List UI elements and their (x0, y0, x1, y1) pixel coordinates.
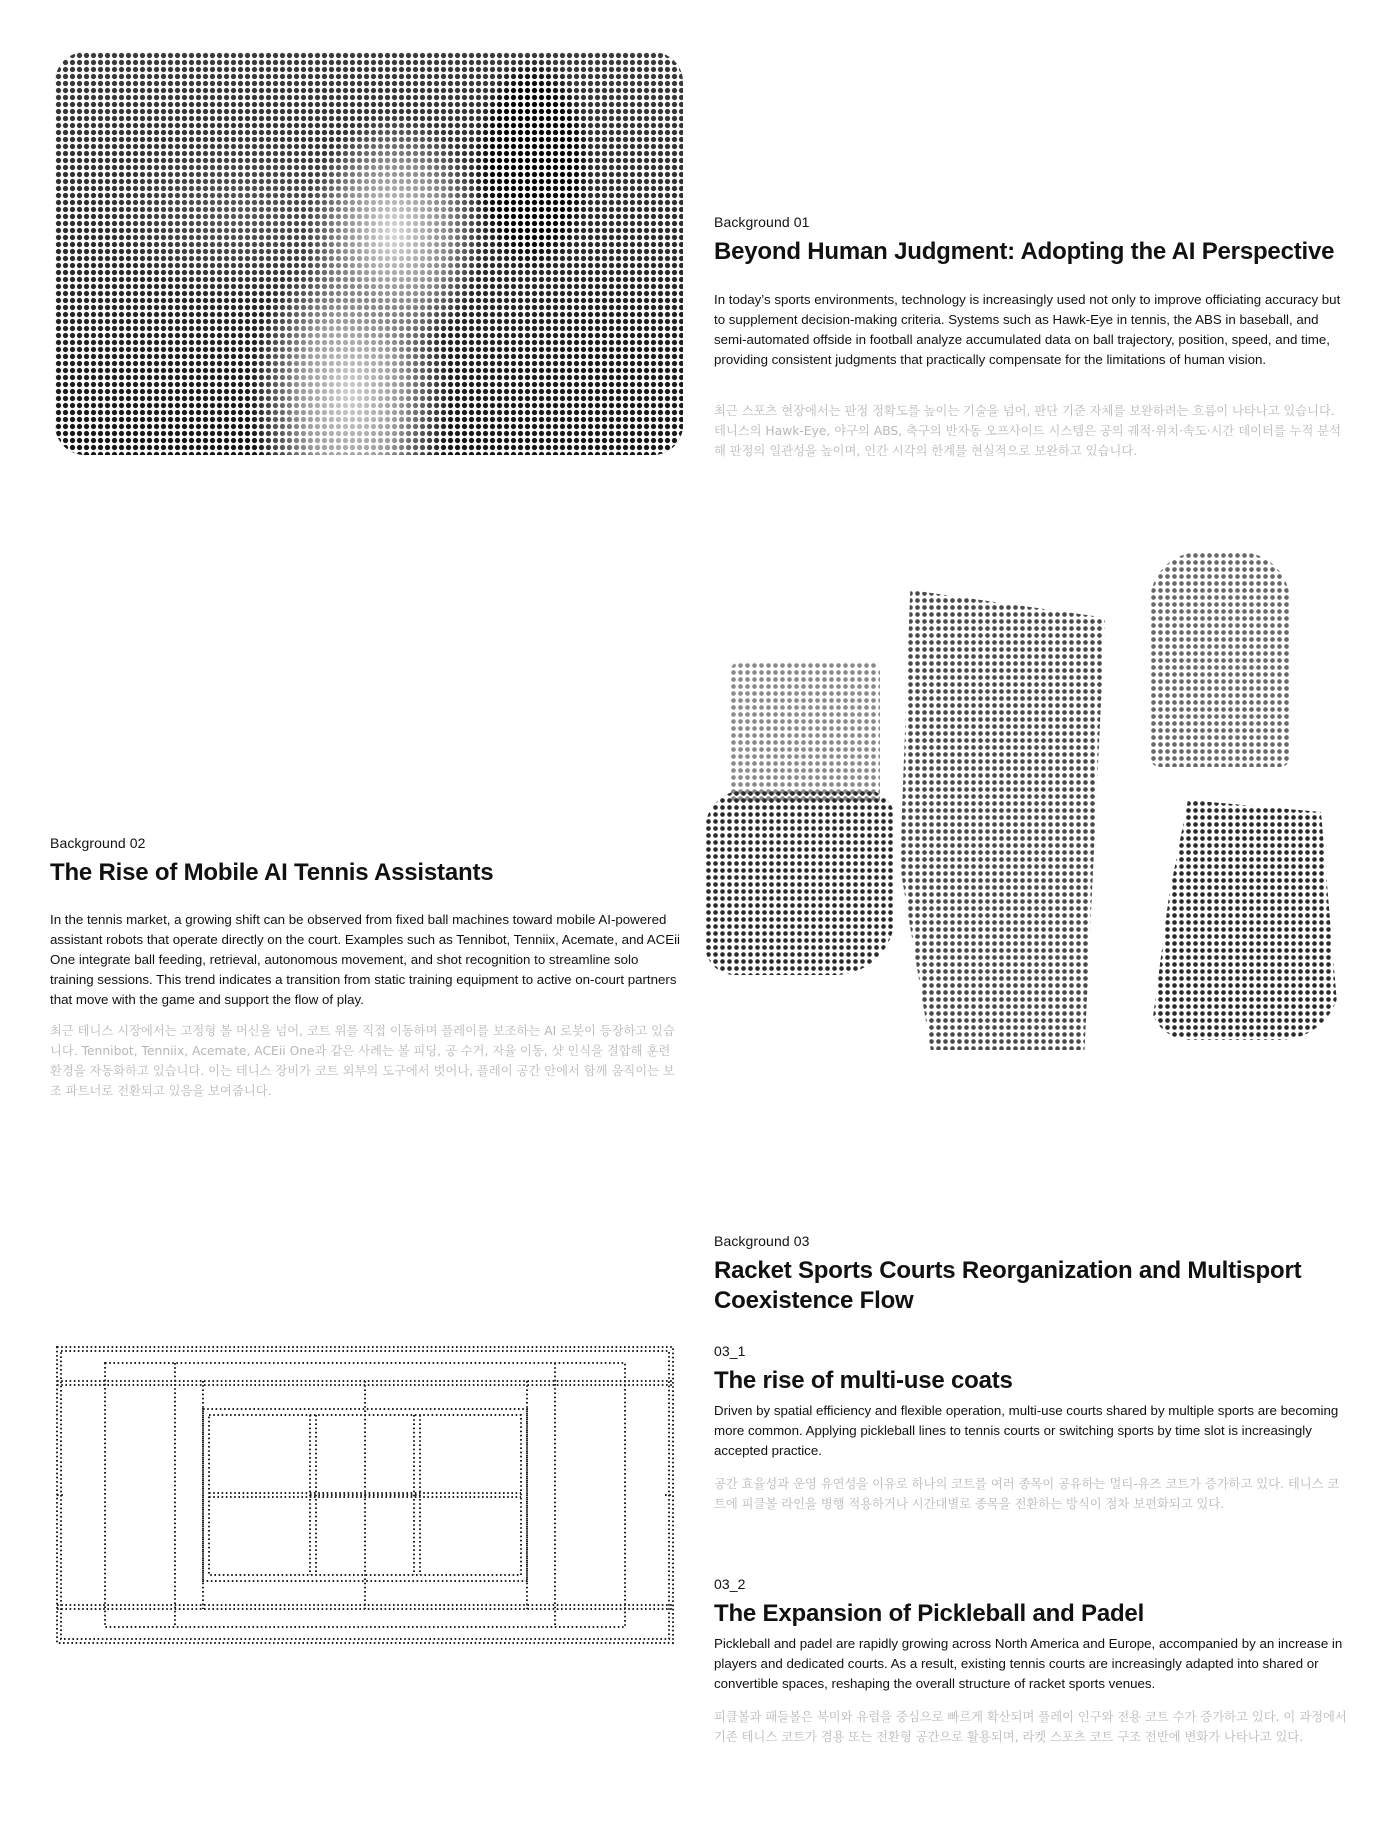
section3-label: Background 03 (714, 1233, 810, 1249)
halftone-photo (55, 52, 683, 455)
section1-body-ko: 최근 스포츠 현장에서는 판정 정확도를 높이는 기술을 넘어, 판단 기준 자체를 보완하려는 흐름이 나타나고 있습니다. 테니스의 Hawk-Eye, 야구의 ABS, 축구의 반자동 오프사이드 시스템은 공의 궤적·위치·속도·시간 데이터를 누적 분석해 판정의 일관성을 높이며, 인간 시각의 한계를 현실적으로 보완하고 있습니다. (714, 404, 1342, 458)
sub1-label: 03_1 (714, 1343, 746, 1359)
section3-title: Racket Sports Courts Reorganization and Multisport Coexistence Flow (714, 1257, 1302, 1314)
robot-3 (1150, 552, 1290, 767)
robot-1-body (705, 790, 895, 975)
sub2-label: 03_2 (714, 1576, 746, 1592)
sub2-title: The Expansion of Pickleball and Padel (714, 1600, 1145, 1627)
sub1-title: The rise of multi-use coats (714, 1367, 1013, 1394)
section2-label: Background 02 (50, 835, 146, 851)
section1-body-en: In today’s sports environments, technology is increasingly used not only to improve officiating accuracy but to supplement decision-making criteria. Systems such as Hawk-Eye in tennis, the ABS in baseball, and semi-automated offside in football analyze accumulated data on ball trajectory, position, speed, and time, providing consistent judgments that practically compensate for the limitations of human vision. (714, 292, 1341, 367)
robot-2 (900, 590, 1105, 1050)
section1-label: Background 01 (714, 214, 810, 230)
sub2-body-en: Pickleball and padel are rapidly growing across North America and Europe, accompanied by an increase in players and dedicated courts. As a result, existing tennis courts are increasingly adapted into shared or convertible spaces, reshaping the overall structure of racket sports venues. (714, 1636, 1343, 1691)
court-diagram (55, 1345, 675, 1645)
sub2-body-ko: 피클볼과 패들볼은 북미와 유럽을 중심으로 빠르게 확산되며 플레이 인구와 전용 코트 수가 증가하고 있다. 이 과정에서 기존 테니스 코트가 겸용 또는 전환형 공간으로 활용되며, 라켓 스포츠 코트 구조 전반에 변화가 나타나고 있다. (714, 1710, 1347, 1744)
sub1-body-en: Driven by spatial efficiency and flexible operation, multi-use courts shared by multiple sports are becoming more common. Applying pickleball lines to tennis courts or switching sports by time slot is increasingly accepted practice. (714, 1403, 1339, 1458)
section1-title: Beyond Human Judgment: Adopting the AI Perspective (714, 238, 1335, 265)
section2-body-ko: 최근 테니스 시장에서는 고정형 볼 머신을 넘어, 코트 위를 직접 이동하며 플레이를 보조하는 AI 로봇이 등장하고 있습니다. Tennibot, Tenniix, Acemate, ACEii One과 같은 사례는 볼 피딩, 공 수거, 자율 이동, 샷 인식을 결합해 훈련 환경을 자동화하고 있습니다. 이는 테니스 장비가 코트 외부의 도구에서 벗어나, 플레이 공간 안에서 함께 움직이는 보조 파트너로 전환되고 있음을 보여줍니다. (50, 1024, 675, 1098)
sub1-body-ko: 공간 효율성과 운영 유연성을 이유로 하나의 코트를 여러 종목이 공유하는 멀티-유즈 코트가 증가하고 있다. 테니스 코트에 피클볼 라인을 병행 적용하거나 시간대별로 종목을 전환하는 방식이 점차 보편화되고 있다. (714, 1477, 1340, 1511)
robot-4 (1150, 800, 1340, 1040)
section2-title: The Rise of Mobile AI Tennis Assistants (50, 859, 494, 886)
robot-1-top (730, 662, 880, 802)
section2-body-en: In the tennis market, a growing shift can be observed from fixed ball machines toward mobile AI-powered assistant robots that operate directly on the court. Examples such as Tennibot, Tenniix, Acemate, and ACEii One integrate ball feeding, retrieval, autonomous movement, and shot recognition to streamline solo training sessions. This trend indicates a transition from static training equipment to active on-court partners that move with the game and support the flow of play. (50, 912, 680, 1007)
